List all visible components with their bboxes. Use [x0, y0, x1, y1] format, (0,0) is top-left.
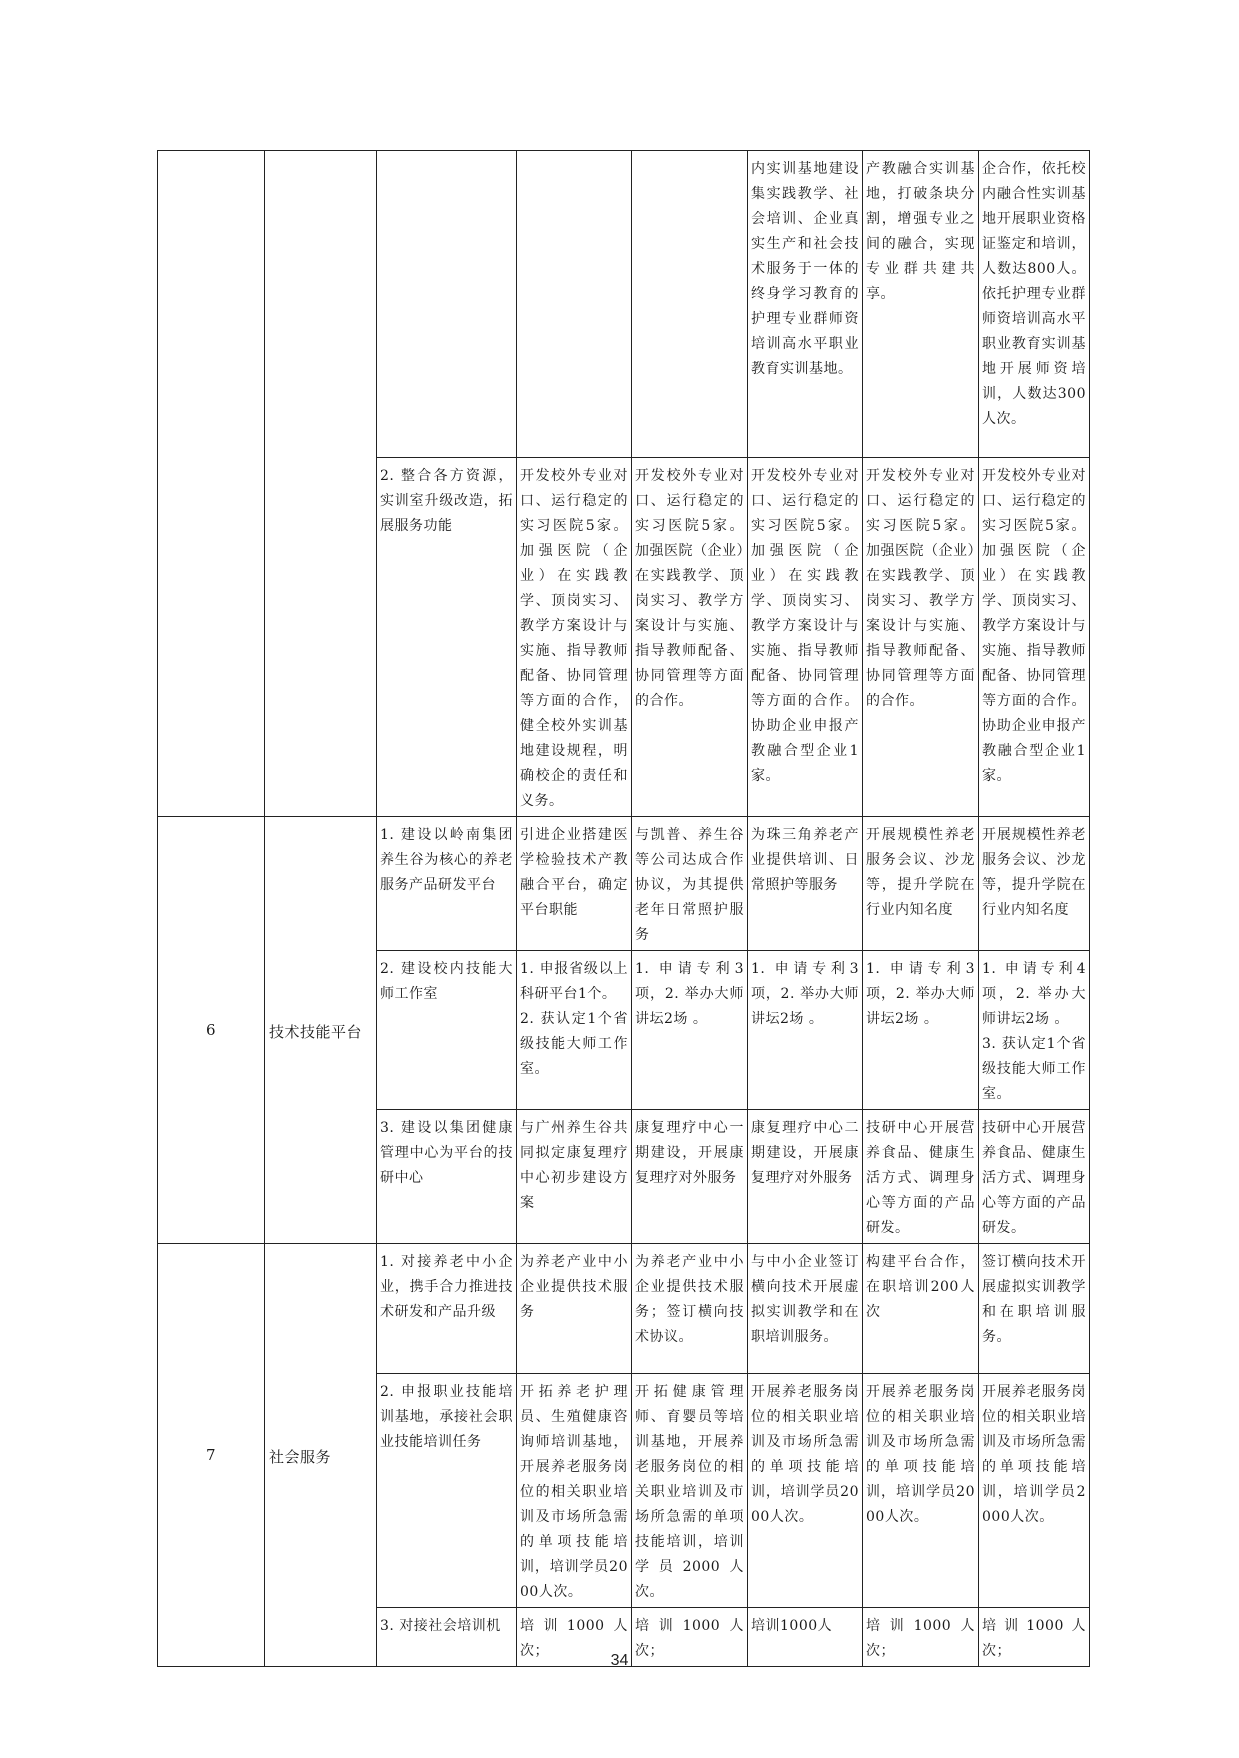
table-row — [158, 817, 1090, 951]
year-cell: 培训1000人次； — [517, 1608, 632, 1667]
table-row — [158, 1244, 1090, 1374]
item-number-cell — [158, 151, 265, 817]
year-cell: 1. 申报省级以上科研平台1个。 2. 获认定1个省级技能大师工作室。 — [517, 951, 632, 1110]
year-cell: 培训1000人 — [748, 1608, 863, 1667]
year-cell: 1. 申请专利4项，2. 举办大师讲坛2场 。 3. 获认定1个省级技能大师工作室。 — [979, 951, 1090, 1110]
year-cell: 产教融合实训基地，打破条块分割，增强专业之间的融合，实现专业群共建共享。 — [863, 151, 979, 458]
year-cell: 开发校外专业对口、运行稳定的实习医院5家。加强医院（企业）在实践教学、顶岗实习、教学方案设计与实施、指导教师配备、协同管理等方面的合作。协助企业申报产教融合型企业1家。 — [748, 458, 863, 817]
category-cell: 技术技能平台 — [265, 817, 377, 1244]
year-cell: 技研中心开展营养食品、健康生活方式、调理身心等方面的产品研发。 — [863, 1110, 979, 1244]
item-number-cell: 6 — [158, 817, 265, 1244]
year-cell: 引进企业搭建医学检验技术产教融合平台，确定平台职能 — [517, 817, 632, 951]
table-row — [158, 151, 1090, 458]
year-cell: 开展养老服务岗位的相关职业培训及市场所急需的单项技能培训，培训学员2000人次。 — [748, 1374, 863, 1608]
year-cell: 开发校外专业对口、运行稳定的实习医院5家。加强医院（企业）在实践教学、顶岗实习、教学方案设计与实施、指导教师配备、协同管理等方面的合作。协助企业申报产教融合型企业1家。 — [979, 458, 1090, 817]
page-number: 34 — [610, 1652, 629, 1669]
year-cell: 康复理疗中心二期建设，开展康复理疗对外服务 — [748, 1110, 863, 1244]
year-cell: 康复理疗中心一期建设，开展康复理疗对外服务 — [632, 1110, 748, 1244]
year-cell: 为养老产业中小企业提供技术服务；签订横向技术协议。 — [632, 1244, 748, 1374]
year-cell — [632, 151, 748, 458]
year-cell: 开展规模性养老服务会议、沙龙等，提升学院在行业内知名度 — [979, 817, 1090, 951]
year-cell: 1. 申请专利3项，2. 举办大师讲坛2场 。 — [863, 951, 979, 1110]
year-cell: 开发校外专业对口、运行稳定的实习医院5家。加强医院（企业）在实践教学、顶岗实习、教学方案设计与实施、指导教师配备、协同管理等方面的合作。 — [863, 458, 979, 817]
year-cell: 开展养老服务岗位的相关职业培训及市场所急需的单项技能培训，培训学员2000人次。 — [863, 1374, 979, 1608]
item-number-cell: 7 — [158, 1244, 265, 1667]
year-cell: 构建平台合作，在职培训200人次 — [863, 1244, 979, 1374]
task-cell: 1. 对接养老中小企业，携手合力推进技术研发和产品升级 — [377, 1244, 517, 1374]
year-cell: 开拓健康管理师、育婴员等培训基地，开展养老服务岗位的相关职业培训及市场所急需的单项技能培训，培训学员2000人次。 — [632, 1374, 748, 1608]
year-cell: 开展养老服务岗位的相关职业培训及市场所急需的单项技能培训，培训学员2000人次。 — [979, 1374, 1090, 1608]
task-cell: 1. 建设以岭南集团养生谷为核心的养老服务产品研发平台 — [377, 817, 517, 951]
task-cell: 3. 建设以集团健康管理中心为平台的技研中心 — [377, 1110, 517, 1244]
year-cell: 为珠三角养老产业提供培训、日常照护等服务 — [748, 817, 863, 951]
year-cell: 开展规模性养老服务会议、沙龙等，提升学院在行业内知名度 — [863, 817, 979, 951]
year-cell: 开发校外专业对口、运行稳定的实习医院5家。加强医院（企业）在实践教学、顶岗实习、教学方案设计与实施、指导教师配备、协同管理等方面的合作，健全校外实训基地建设规程，明确校企的责任和义务。 — [517, 458, 632, 817]
year-cell: 开发校外专业对口、运行稳定的实习医院5家。加强医院（企业）在实践教学、顶岗实习、教学方案设计与实施、指导教师配备、协同管理等方面的合作。 — [632, 458, 748, 817]
plan-table — [157, 150, 1090, 1667]
year-cell — [517, 151, 632, 458]
year-cell: 1. 申请专利3项，2. 举办大师讲坛2场 。 — [632, 951, 748, 1110]
year-cell: 与中小企业签订横向技术开展虚拟实训教学和在职培训服务。 — [748, 1244, 863, 1374]
task-cell: 2. 整合各方资源，实训室升级改造，拓展服务功能 — [377, 458, 517, 817]
year-cell: 与广州养生谷共同拟定康复理疗中心初步建设方案 — [517, 1110, 632, 1244]
year-cell: 内实训基地建设集实践教学、社会培训、企业真实生产和社会技术服务于一体的终身学习教育的护理专业群师资培训高水平职业教育实训基地。 — [748, 151, 863, 458]
category-cell: 社会服务 — [265, 1244, 377, 1667]
task-cell: 2. 申报职业技能培训基地，承接社会职业技能培训任务 — [377, 1374, 517, 1608]
task-cell: 2. 建设校内技能大师工作室 — [377, 951, 517, 1110]
year-cell: 与凯普、养生谷等公司达成合作协议，为其提供老年日常照护服务 — [632, 817, 748, 951]
task-cell — [377, 151, 517, 458]
year-cell: 1. 申请专利3项，2. 举办大师讲坛2场 。 — [748, 951, 863, 1110]
year-cell: 签订横向技术开展虚拟实训教学和在职培训服务。 — [979, 1244, 1090, 1374]
year-cell: 技研中心开展营养食品、健康生活方式、调理身心等方面的产品研发。 — [979, 1110, 1090, 1244]
task-cell: 3. 对接社会培训机 — [377, 1608, 517, 1667]
year-cell: 培训1000人次； — [632, 1608, 748, 1667]
year-cell: 企合作，依托校内融合性实训基地开展职业资格证鉴定和培训，人数达800人。依托护理专业群师资培训高水平职业教育实训基地开展师资培训，人数达300人次。 — [979, 151, 1090, 458]
year-cell: 培训1000人次； — [863, 1608, 979, 1667]
year-cell: 为养老产业中小企业提供技术服务 — [517, 1244, 632, 1374]
category-cell — [265, 151, 377, 817]
year-cell: 开拓养老护理员、生殖健康咨询师培训基地，开展养老服务岗位的相关职业培训及市场所急需的单项技能培训，培训学员2000人次。 — [517, 1374, 632, 1608]
year-cell: 培训1000人次； — [979, 1608, 1090, 1667]
